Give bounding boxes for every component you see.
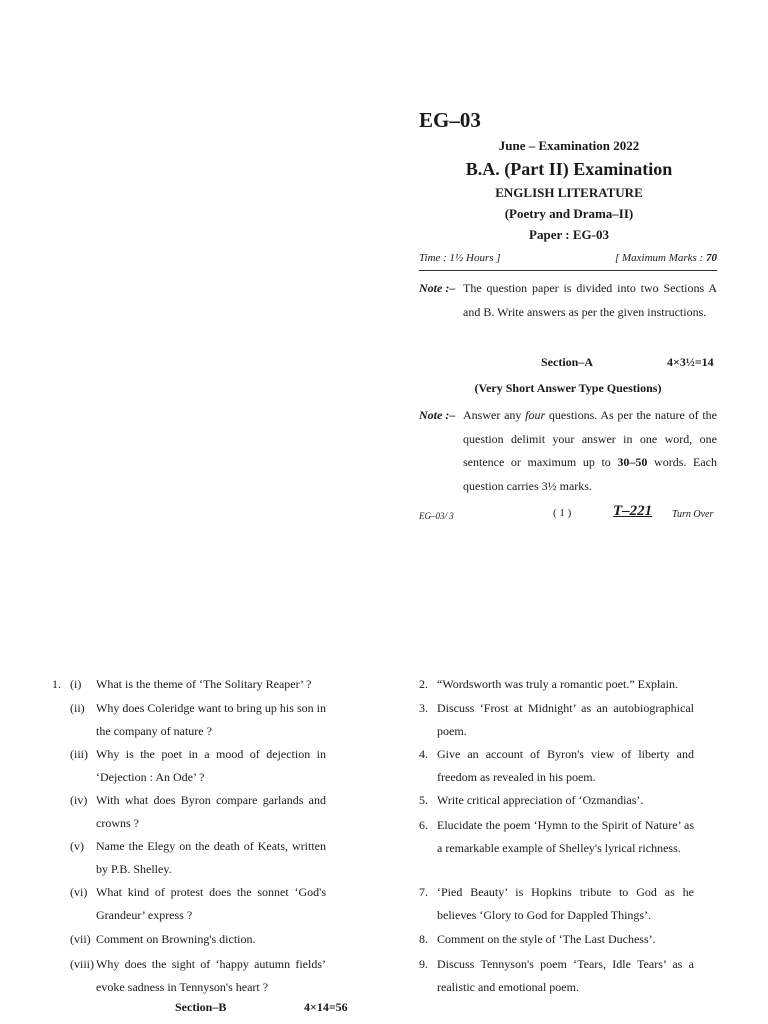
general-note-text: The question paper is divided into two Sections A and B. Write answers as per the given instructions.: [463, 281, 717, 319]
question-number: 8.: [419, 932, 428, 946]
general-note-label: Note :–: [419, 281, 456, 295]
question-1-number: 1.: [52, 677, 61, 691]
q1-item-text: Why is the poet in a mood of dejection in ‘Dejection : An Ode’ ?: [96, 747, 326, 784]
question-number: 5.: [419, 793, 428, 807]
exam-session: June – Examination 2022: [498, 138, 640, 153]
paper-code: EG–03: [419, 108, 481, 132]
footer-code: EG–03/ 3: [419, 511, 454, 521]
question-text: Comment on the style of ‘The Last Duchess’.: [437, 932, 656, 946]
section-a-note-label: Note :–: [419, 408, 456, 422]
section-a-marks: 4×3½=14: [667, 355, 714, 369]
question-text: Write critical appreciation of ‘Ozmandias’.: [437, 793, 644, 807]
question-text: ‘Pied Beauty’ is Hopkins tribute to God as he believes ‘Glory to God for Dappled Things’.: [437, 885, 694, 922]
note-part: Answer any: [463, 408, 526, 422]
question-item: [419, 789, 694, 812]
q1-item: [70, 743, 326, 789]
general-note: [419, 277, 717, 324]
q1-item-text: Why does the sight of ‘happy autumn fields’ evoke sadness in Tennyson's heart ?: [96, 957, 326, 994]
question-number: 2.: [419, 677, 428, 691]
question-text: Give an account of Byron's view of liberty and freedom as revealed in his poem.: [437, 747, 694, 784]
q1-item-number: (v): [70, 839, 84, 853]
q1-item-number: (viii): [70, 957, 94, 971]
note-word-limit: 30–50: [617, 455, 648, 469]
q1-item: [70, 953, 326, 999]
section-a-note: [419, 404, 717, 498]
question-text: “Wordsworth was truly a romantic poet.” Explain.: [437, 677, 678, 691]
header-divider: [419, 270, 717, 271]
section-a-subtitle: (Very Short Answer Type Questions): [474, 381, 662, 395]
maximum-marks-label: [ Maximum Marks :: [614, 252, 706, 264]
question-text: Elucidate the poem ‘Hymn to the Spirit of Nature’ as a remarkable example of Shelley's lyrical richness.: [437, 818, 694, 855]
q1-item: [70, 881, 326, 927]
question-text: Discuss ‘Frost at Midnight’ as an autobiographical poem.: [437, 701, 694, 738]
question-number: 6.: [419, 818, 428, 832]
subject-title: ENGLISH LITERATURE: [495, 185, 643, 200]
footer-page-number: ( 1 ): [553, 507, 572, 519]
footer-turn-over: Turn Over: [672, 509, 714, 520]
section-a-note-text: [463, 404, 717, 498]
section-a-title: Section–A: [541, 355, 593, 369]
question-text: Discuss Tennyson's poem ‘Tears, Idle Tears’ as a realistic and emotional poem.: [437, 957, 694, 994]
question-item: [419, 673, 694, 696]
q1-item-number: (vii): [70, 932, 91, 946]
question-number: 9.: [419, 957, 428, 971]
q1-item: [70, 835, 326, 881]
question-number: 7.: [419, 885, 428, 899]
note-four: four: [525, 408, 546, 422]
footer-series-code: T–221: [613, 503, 653, 519]
q1-item-text: With what does Byron compare garlands and crowns ?: [96, 793, 326, 830]
question-item: [419, 953, 694, 999]
q1-item-number: (vi): [70, 885, 88, 899]
q1-item-number: (iii): [70, 747, 88, 761]
q1-item: [70, 928, 326, 951]
q1-item-text: What is the theme of ‘The Solitary Reaper’ ?: [96, 677, 312, 691]
sub-subject-title: (Poetry and Drama–II): [504, 206, 634, 221]
question-item: [419, 881, 694, 927]
maximum-marks-value: 70: [706, 252, 717, 264]
q1-item: [70, 697, 326, 743]
question-number: 3.: [419, 701, 428, 715]
section-b-title: Section–B: [175, 1000, 227, 1014]
section-b-marks: 4×14=56: [304, 1000, 348, 1014]
paper-label: Paper : EG-03: [529, 227, 609, 242]
question-item: [419, 697, 694, 743]
q1-item-text: Why does Coleridge want to bring up his son in the company of nature ?: [96, 701, 326, 738]
q1-item: [70, 673, 326, 696]
q1-item-text: What kind of protest does the sonnet ‘God's Grandeur’ express ?: [96, 885, 326, 922]
question-item: [419, 814, 694, 860]
q1-item: [70, 789, 326, 835]
q1-item-text: Name the Elegy on the death of Keats, written by P.B. Shelley.: [96, 839, 326, 876]
course-title: B.A. (Part II) Examination: [465, 159, 673, 179]
time-allowed: Time : 1½ Hours ]: [419, 252, 501, 264]
q1-item-number: (i): [70, 677, 82, 691]
maximum-marks: [615, 252, 717, 264]
q1-item-text: Comment on Browning's diction.: [96, 932, 256, 946]
time-marks-row: [419, 252, 717, 264]
question-number: 4.: [419, 747, 428, 761]
question-item: [419, 928, 694, 951]
note-part: questions. As per the nature of the question delimit your answer in one word, one sentence or maximum up to: [463, 408, 717, 469]
question-item: [419, 743, 694, 789]
note-part: words. Each question carries 3½ marks.: [463, 455, 717, 493]
q1-item-number: (iv): [70, 793, 88, 807]
q1-item-number: (ii): [70, 701, 85, 715]
